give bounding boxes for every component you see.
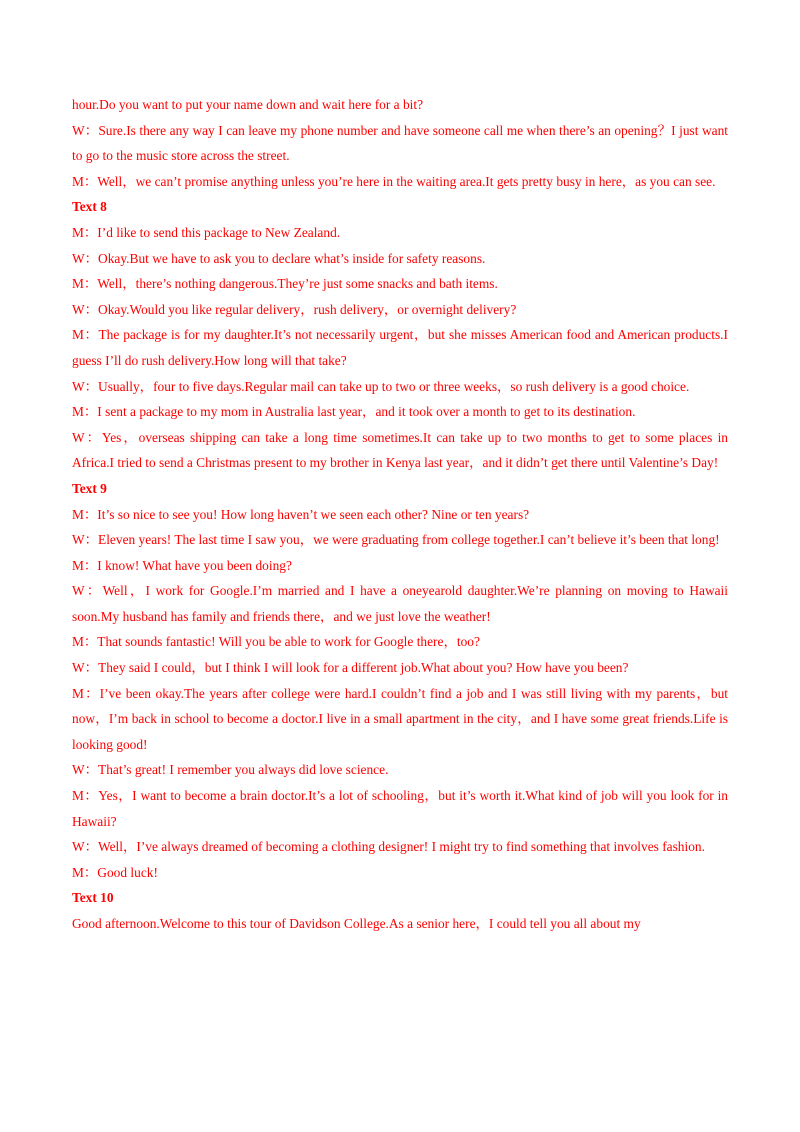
paragraph: M：I’d like to send this package to New Zealand.: [72, 224, 341, 240]
paragraph: W：Eleven years! The last time I saw you，we were graduating from college together.I can’t believe it’s been that long!: [72, 532, 720, 548]
paragraph: W：Well，I’ve always dreamed of becoming a clothing designer! I might try to find something that involves fashion.: [72, 839, 705, 855]
paragraph: W：That’s great! I remember you always did love science.: [72, 762, 389, 778]
paragraph: W：Well，I work for Google.I’m married and I have a oneyearold daughter.We’re planning on moving to Hawaii soon.My husband has family and friends there，and we just love the weather!: [72, 583, 728, 624]
paragraph: M：Yes，I want to become a brain doctor.It’s a lot of schooling，but it’s worth it.What kind of job will you look for in Hawaii?: [72, 788, 728, 829]
paragraph: M：Well，there’s nothing dangerous.They’re just some snacks and bath items.: [72, 276, 498, 292]
section-heading: Text 10: [72, 890, 114, 906]
paragraph: hour.Do you want to put your name down and wait here for a bit?: [72, 97, 424, 112]
paragraph: W：Okay.But we have to ask you to declare what’s inside for safety reasons.: [72, 250, 486, 266]
paragraph: M：The package is for my daughter.It’s not necessarily urgent，but she misses American food and American products.I guess I’ll do rush delivery.How long will that take?: [72, 327, 728, 368]
paragraph: M：I sent a package to my mom in Australia last year，and it took over a month to get to its destination.: [72, 404, 636, 420]
paragraph: M：Good luck!: [72, 864, 158, 880]
paragraph: M：Well，we can’t promise anything unless you’re here in the waiting area.It gets pretty busy in here，as you can see.: [72, 173, 716, 189]
paragraph: M：I’ve been okay.The years after college were hard.I couldn’t find a job and I was still living with my parents，but now，I’m back in school to become a doctor.I live in a small apartment in the city，and I have some great friends.Life is looking good!: [72, 685, 728, 752]
paragraph: W：Usually，four to five days.Regular mail can take up to two or three weeks，so rush delivery is a good choice.: [72, 378, 690, 394]
paragraph: W：Sure.Is there any way I can leave my phone number and have someone call me when there’s an opening？I just want to go to the music store across the street.: [72, 122, 728, 164]
paragraph: M：That sounds fantastic! Will you be able to work for Google there，too?: [72, 634, 480, 650]
document-page: [72, 92, 728, 937]
paragraph: W：Yes，overseas shipping can take a long time sometimes.It can take up to two months to get to some places in Africa.I tried to send a Christmas present to my brother in Kenya last year，and it didn’t get there until Valentine’s Day!: [72, 429, 728, 471]
section-heading: Text 8: [72, 199, 107, 215]
paragraph: M：It’s so nice to see you! How long haven’t we seen each other? Nine or ten years?: [72, 506, 530, 522]
paragraph: M：I know! What have you been doing?: [72, 557, 292, 573]
paragraph: Good afternoon.Welcome to this tour of Davidson College.As a senior here，I could tell you all about my: [72, 916, 641, 931]
section-heading: Text 9: [72, 480, 107, 496]
paragraph: W：Okay.Would you like regular delivery，rush delivery，or overnight delivery?: [72, 301, 517, 317]
paragraph: W：They said I could，but I think I will look for a different job.What about you? How have you been?: [72, 660, 629, 676]
